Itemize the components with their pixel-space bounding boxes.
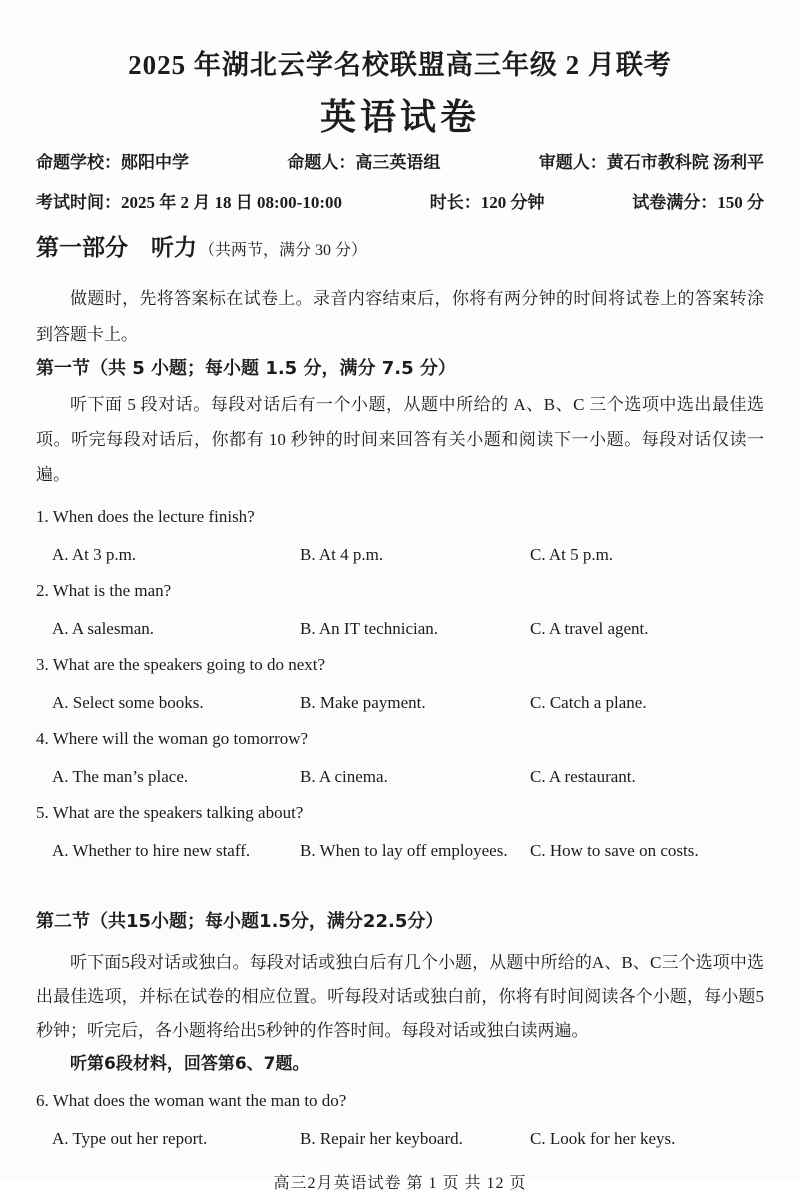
question-1 xyxy=(36,506,764,566)
meta-exam-time: 考试时间：2025 年 2 月 18 日 08:00-10:00 xyxy=(36,193,342,212)
question-2 xyxy=(36,580,764,640)
question-1-option-a: A. At 3 p.m. xyxy=(52,545,137,564)
part1-heading-note: （共两节，满分 30 分） xyxy=(199,242,368,259)
section2-material-note: 听第6段材料，回答第6、7题。 xyxy=(70,1054,310,1074)
question-4-option-b: B. A cinema. xyxy=(300,767,388,786)
question-5-option-a: A. Whether to hire new staff. xyxy=(52,841,251,860)
question-4-option-a: A. The man’s place. xyxy=(52,767,189,786)
question-2-option-c: C. A travel agent. xyxy=(530,619,649,638)
question-2-text: 2. What is the man? xyxy=(36,581,172,600)
section1-heading: 第一节（共 5 小题；每小题 1.5 分，满分 7.5 分） xyxy=(36,358,456,379)
meta-reviewer: 审题人：黄石市教科院 汤利平 xyxy=(538,153,764,172)
page-footer: 高三2月英语试卷 第 1 页 共 12 页 xyxy=(273,1175,527,1192)
section2-instructions: 听下面5段对话或独白。每段对话或独白后有几个小题，从题中所给的A、B、C三个选项中选出最佳选项，并标在试卷的相应位置。听每段对话或独白前，你将有时间阅读各个小题，每小题5秒钟；听完后，各小题将给出5秒钟的作答时间。每段对话或独白读两遍。 xyxy=(36,953,764,1040)
question-1-option-b: B. At 4 p.m. xyxy=(300,545,384,564)
listening-instructions: 做题时，先将答案标在试卷上。录音内容结束后，你将有两分钟的时间将试卷上的答案转涂到答题卡上。 xyxy=(36,289,764,344)
question-6-option-c: C. Look for her keys. xyxy=(530,1129,676,1148)
question-5-option-c: C. How to save on costs. xyxy=(530,841,699,860)
meta-total-score: 试卷满分：150 分 xyxy=(632,193,764,212)
meta-duration: 时长：120 分钟 xyxy=(429,193,545,212)
question-2-option-b: B. An IT technician. xyxy=(300,619,439,638)
question-1-options xyxy=(36,544,764,566)
question-3-option-b: B. Make payment. xyxy=(300,693,426,712)
question-1-option-c: C. At 5 p.m. xyxy=(530,545,614,564)
question-5-options xyxy=(36,840,764,862)
section2-heading: 第二节（共15小题；每小题1.5分，满分22.5分） xyxy=(36,911,444,932)
meta-setter: 命题人：高三英语组 xyxy=(287,153,441,172)
exam-title: 2025 年湖北云学名校联盟高三年级 2 月联考 xyxy=(128,50,672,80)
question-3-text: 3. What are the speakers going to do next? xyxy=(36,655,326,674)
question-6-text: 6. What does the woman want the man to do? xyxy=(36,1091,347,1110)
part1-heading xyxy=(36,230,764,269)
part1-heading-text: 第一部分 听力 xyxy=(36,235,197,261)
question-2-option-a: A. A salesman. xyxy=(52,619,154,638)
question-4-text: 4. Where will the woman go tomorrow? xyxy=(36,729,309,748)
question-4-option-c: C. A restaurant. xyxy=(530,767,636,786)
question-1-text: 1. When does the lecture finish? xyxy=(36,507,255,526)
question-5-text: 5. What are the speakers talking about? xyxy=(36,803,304,822)
question-6-option-a: A. Type out her report. xyxy=(52,1129,208,1148)
exam-meta-row-1 xyxy=(36,150,764,176)
question-6 xyxy=(36,1090,764,1150)
exam-meta-row-2 xyxy=(36,190,764,216)
question-5-option-b: B. When to lay off employees. xyxy=(300,841,508,860)
question-3 xyxy=(36,654,764,714)
meta-school: 命题学校：郧阳中学 xyxy=(36,153,189,172)
question-3-option-c: C. Catch a plane. xyxy=(530,693,647,712)
question-3-options xyxy=(36,692,764,714)
question-3-option-a: A. Select some books. xyxy=(52,693,204,712)
question-4 xyxy=(36,728,764,788)
section1-instructions: 听下面 5 段对话。每段对话后有一个小题，从题中所给的 A、B、C 三个选项中选出最佳选项。听完每段对话后，你都有 10 秒钟的时间来回答有关小题和阅读下一小题。每段对话仅读一遍。 xyxy=(36,395,764,484)
question-4-options xyxy=(36,766,764,788)
question-2-options xyxy=(36,618,764,640)
question-6-option-b: B. Repair her keyboard. xyxy=(300,1129,463,1148)
question-6-options xyxy=(36,1128,764,1150)
question-5 xyxy=(36,802,764,862)
exam-subtitle: 英语试卷 xyxy=(319,97,480,138)
